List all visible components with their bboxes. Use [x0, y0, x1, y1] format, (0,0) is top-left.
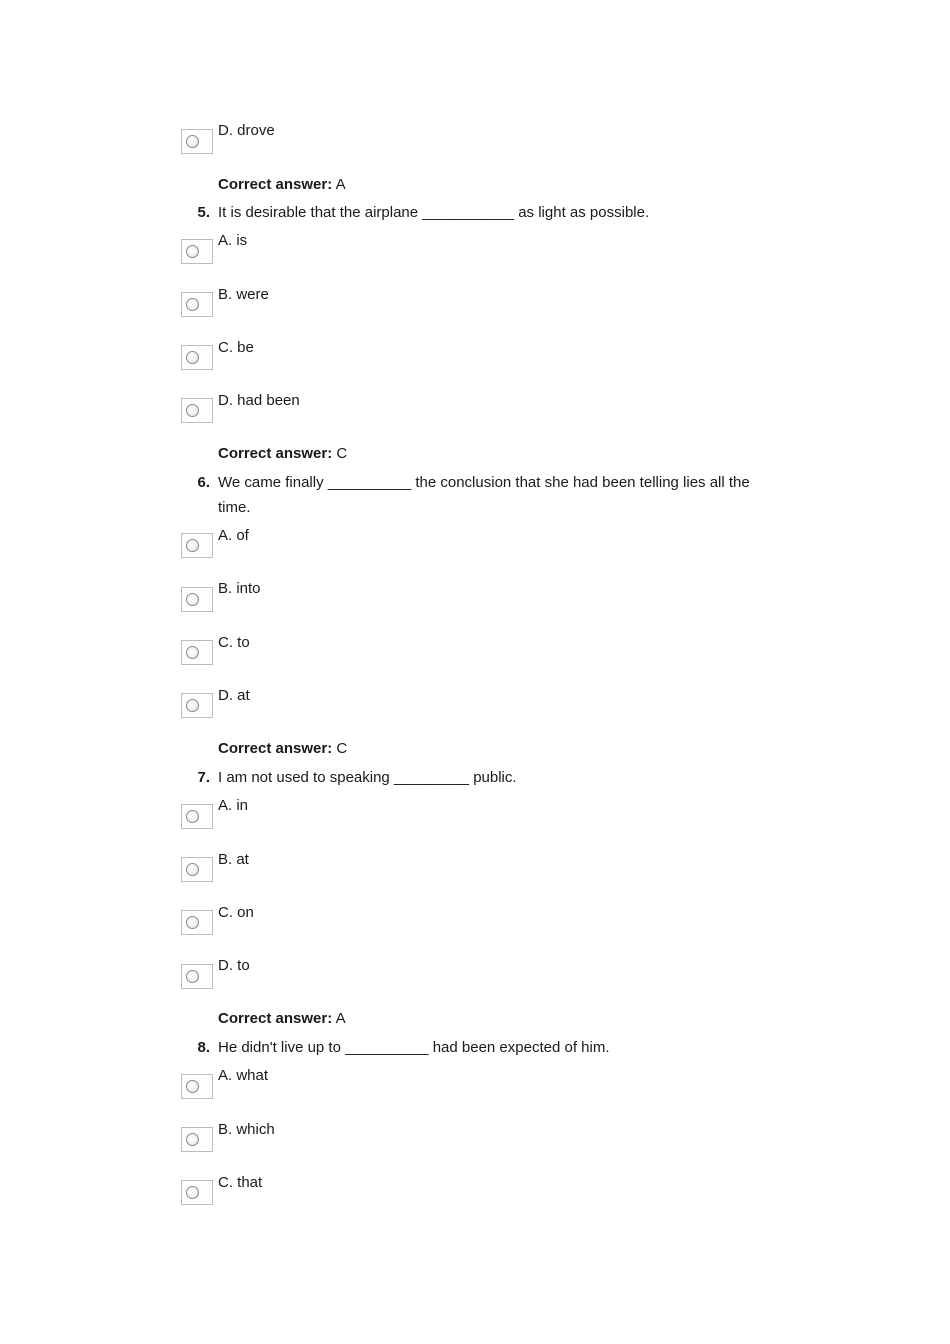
radio-circle-icon: [186, 1133, 199, 1146]
radio-circle-icon: [186, 646, 199, 659]
radio-q8-option-c[interactable]: [181, 1180, 213, 1205]
option-label: D. at: [218, 687, 250, 704]
option-label: B. into: [218, 580, 261, 597]
radio-q7-option-c[interactable]: [181, 910, 213, 935]
radio-circle-icon: [186, 539, 199, 552]
option-label: A. what: [218, 1067, 269, 1084]
correct-answer: [218, 739, 347, 759]
question-number: 6.: [197, 474, 210, 491]
option-label: A. in: [218, 797, 249, 814]
correct-answer: [218, 1009, 346, 1029]
radio-q6-option-d[interactable]: [181, 693, 213, 718]
correct-answer-label: Correct answer:: [218, 740, 333, 757]
question-number: 5.: [197, 204, 210, 221]
radio-circle-icon: [186, 1186, 199, 1199]
radio-circle-icon: [186, 298, 199, 311]
radio-circle-icon: [186, 699, 199, 712]
question-number: 8.: [197, 1039, 210, 1056]
option-label: D. drove: [218, 122, 275, 139]
option-label: B. at: [218, 851, 249, 868]
radio-circle-icon: [186, 351, 199, 364]
radio-circle-icon: [186, 593, 199, 606]
radio-circle-icon: [186, 404, 199, 417]
radio-q6-option-c[interactable]: [181, 640, 213, 665]
radio-q4-option-d[interactable]: [181, 129, 213, 154]
correct-answer-label: Correct answer:: [218, 176, 333, 193]
correct-answer: [218, 444, 347, 464]
radio-circle-icon: [186, 245, 199, 258]
option-label: B. which: [218, 1121, 275, 1138]
radio-circle-icon: [186, 135, 199, 148]
question-number: 7.: [197, 769, 210, 786]
option-label: C. to: [218, 634, 250, 651]
option-label: A. is: [218, 232, 248, 249]
radio-q6-option-a[interactable]: [181, 533, 213, 558]
correct-answer-value: C: [336, 445, 348, 462]
option-label: C. that: [218, 1174, 263, 1191]
radio-q6-option-b[interactable]: [181, 587, 213, 612]
question-text: I am not used to speaking _________ public.: [218, 769, 517, 786]
radio-q5-option-a[interactable]: [181, 239, 213, 264]
option-label: C. on: [218, 904, 254, 921]
option-label: B. were: [218, 286, 269, 303]
option-label: A. of: [218, 527, 249, 544]
correct-answer-label: Correct answer:: [218, 1010, 333, 1027]
radio-q5-option-d[interactable]: [181, 398, 213, 423]
radio-circle-icon: [186, 863, 199, 876]
option-label: D. to: [218, 957, 250, 974]
question-text: He didn't live up to __________ had been expected of him.: [218, 1039, 610, 1056]
radio-q5-option-c[interactable]: [181, 345, 213, 370]
radio-q7-option-b[interactable]: [181, 857, 213, 882]
radio-circle-icon: [186, 1080, 199, 1093]
radio-circle-icon: [186, 916, 199, 929]
correct-answer-value: A: [335, 1010, 346, 1027]
radio-q7-option-d[interactable]: [181, 964, 213, 989]
radio-q8-option-b[interactable]: [181, 1127, 213, 1152]
correct-answer: [218, 175, 346, 195]
radio-q5-option-b[interactable]: [181, 292, 213, 317]
radio-q8-option-a[interactable]: [181, 1074, 213, 1099]
radio-circle-icon: [186, 970, 199, 983]
option-label: D. had been: [218, 392, 300, 409]
correct-answer-value: A: [335, 176, 346, 193]
option-label: C. be: [218, 339, 254, 356]
question-text: It is desirable that the airplane ___________ as light as possible.: [218, 204, 650, 221]
question-text: We came finally __________ the conclusion that she had been telling lies all the time.: [218, 474, 750, 516]
correct-answer-label: Correct answer:: [218, 445, 333, 462]
correct-answer-value: C: [336, 740, 348, 757]
radio-q7-option-a[interactable]: [181, 804, 213, 829]
radio-circle-icon: [186, 810, 199, 823]
